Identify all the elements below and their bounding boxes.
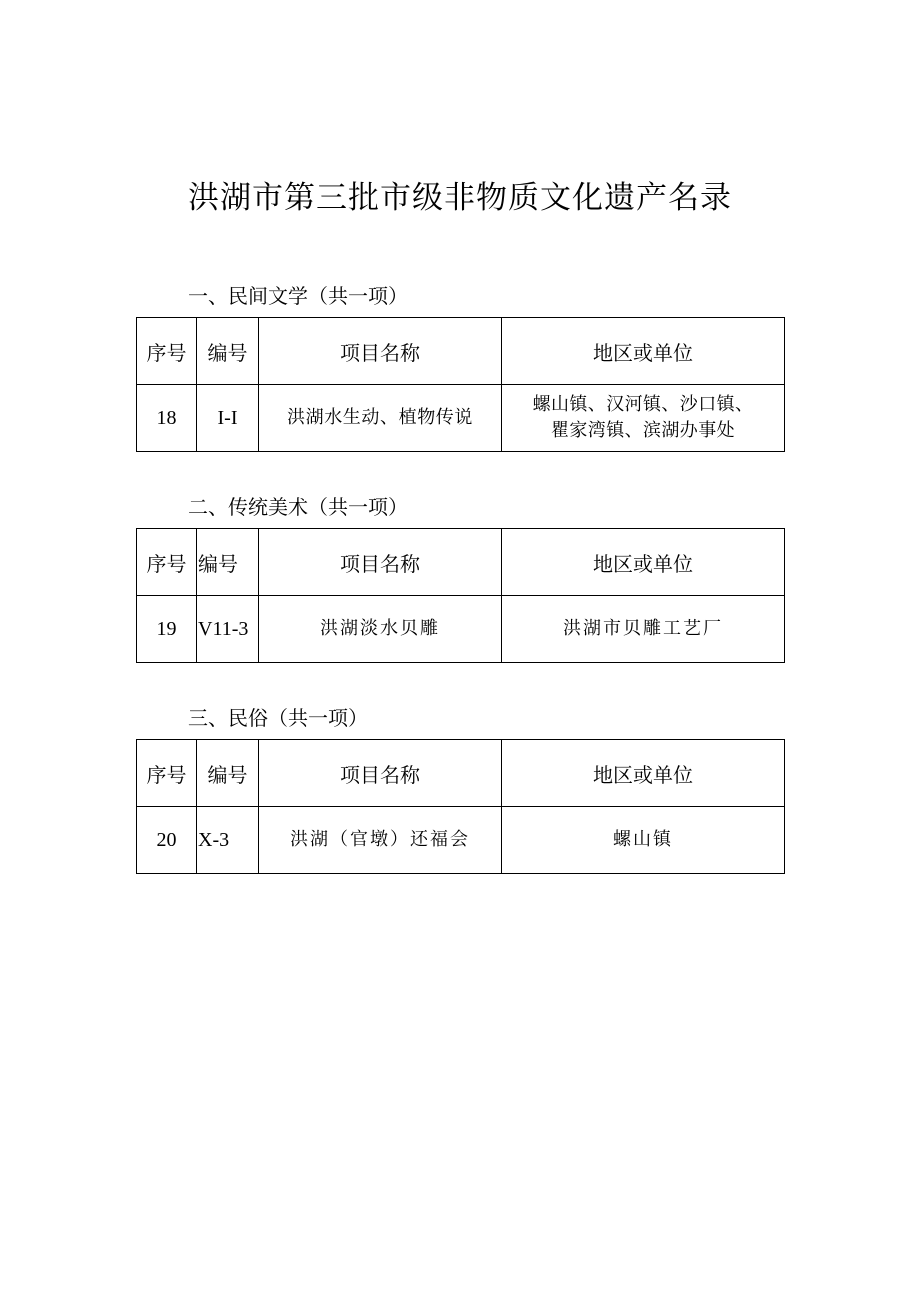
header-region: 地区或单位 — [502, 318, 785, 385]
cell-code: X-3 — [197, 807, 259, 874]
header-seq: 序号 — [137, 740, 197, 807]
header-region: 地区或单位 — [502, 529, 785, 596]
header-seq: 序号 — [137, 318, 197, 385]
cell-code: I-I — [197, 385, 259, 452]
cell-region — [502, 385, 785, 452]
header-name: 项目名称 — [259, 740, 502, 807]
section-heading: 二、传统美术（共一项） — [188, 495, 408, 519]
section-heading: 三、民俗（共一项） — [188, 706, 368, 730]
cell-name: 洪湖（官墩）还福会 — [259, 807, 502, 874]
table-row — [137, 385, 785, 452]
cell-name: 洪湖淡水贝雕 — [259, 596, 502, 663]
section-heading: 一、民间文学（共一项） — [188, 284, 408, 308]
cell-name: 洪湖水生动、植物传说 — [259, 385, 502, 452]
cell-region-line-2: 瞿家湾镇、滨湖办事处 — [551, 420, 735, 441]
table-header-row — [137, 318, 785, 385]
header-seq: 序号 — [137, 529, 197, 596]
heritage-table — [136, 739, 785, 874]
table-header-row — [137, 529, 785, 596]
heritage-table — [136, 317, 785, 452]
cell-seq: 18 — [137, 385, 197, 452]
header-name: 项目名称 — [259, 318, 502, 385]
cell-region-line-1: 螺山镇、汉河镇、沙口镇、 — [532, 394, 754, 415]
document-title: 洪湖市第三批市级非物质文化遗产名录 — [188, 180, 732, 216]
table-header-row — [137, 740, 785, 807]
table-row — [137, 596, 785, 663]
cell-code: V11-3 — [197, 596, 259, 663]
header-name: 项目名称 — [259, 529, 502, 596]
heritage-table — [136, 528, 785, 663]
header-code: 编号 — [197, 740, 259, 807]
cell-seq: 20 — [137, 807, 197, 874]
header-region: 地区或单位 — [502, 740, 785, 807]
header-code: 编号 — [197, 318, 259, 385]
header-code: 编号 — [197, 529, 259, 596]
cell-region: 螺山镇 — [502, 807, 785, 874]
table-row — [137, 807, 785, 874]
cell-region: 洪湖市贝雕工艺厂 — [502, 596, 785, 663]
cell-seq: 19 — [137, 596, 197, 663]
